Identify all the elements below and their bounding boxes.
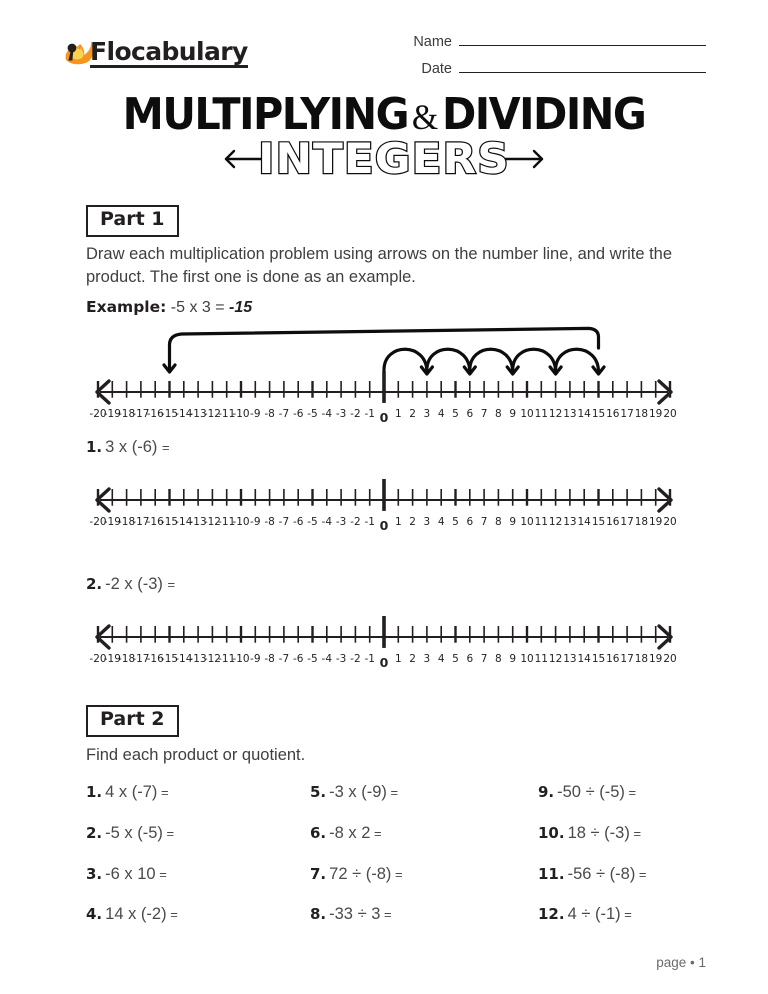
- tick-label: 3: [423, 653, 431, 665]
- tick-label: 4: [437, 653, 445, 665]
- tick-label: -16: [146, 408, 164, 420]
- problem-equals: =: [157, 785, 169, 800]
- part-1-instructions: Draw each multiplication problem using arrows on the number line, and write the product. The first one is done as an example.: [86, 245, 673, 287]
- tick-label: 15: [591, 408, 606, 420]
- tick-label: 2: [409, 516, 416, 528]
- tick-label: 18: [634, 653, 649, 665]
- tick-label: 7: [480, 653, 488, 665]
- tick-label: -17: [132, 408, 150, 420]
- tick-label: -18: [118, 653, 136, 665]
- right-arrow-icon: [505, 148, 547, 170]
- name-date-block: [406, 34, 706, 88]
- tick-label: -14: [175, 653, 193, 665]
- tick-label: 14: [577, 408, 591, 420]
- problem-equals: =: [386, 785, 399, 800]
- title-dividing: DIVIDING: [441, 89, 646, 140]
- problem-number: 4.: [86, 905, 103, 923]
- page-header: [0, 28, 768, 92]
- part-2-problem-7: [310, 865, 403, 884]
- problem-expression: -56 ÷ (-8): [567, 865, 636, 883]
- brand-name: Flocabulary: [90, 37, 248, 66]
- tick-label: -7: [278, 408, 290, 420]
- tick-label: -13: [189, 653, 207, 665]
- tick-label: 9: [509, 516, 517, 528]
- tick-label: -4: [321, 516, 333, 528]
- example-expression: -5 x 3 =: [170, 299, 225, 316]
- tick-label: 8: [495, 408, 502, 420]
- problem-1-number-line[interactable]: [84, 480, 684, 538]
- tick-label: -19: [103, 653, 121, 665]
- tick-label: 13: [563, 408, 577, 420]
- tick-label: -2: [350, 516, 361, 528]
- date-input-line[interactable]: [459, 71, 706, 73]
- tick-label: -20: [89, 408, 107, 420]
- tick-label: -13: [189, 408, 207, 420]
- problem-number: 12.: [538, 905, 565, 923]
- tick-label: 11: [534, 653, 548, 665]
- tick-label: -15: [160, 653, 179, 665]
- hop-arrow: [556, 349, 599, 372]
- tick-label: 14: [577, 653, 591, 665]
- title-multiplying: MULTIPLYING: [122, 89, 409, 140]
- worksheet-title-line1: [23, 89, 745, 140]
- tick-label: 19: [649, 516, 663, 528]
- tick-label: 1: [394, 516, 402, 528]
- problem-expression: 14 x (-2): [105, 905, 167, 923]
- part-2-problem-9: [538, 783, 636, 802]
- part-2-problem-6: [310, 824, 382, 843]
- tick-label: 0: [379, 518, 389, 533]
- tick-label: 4: [437, 516, 445, 528]
- tick-label: 20: [663, 408, 677, 420]
- part-2-problem-12: [538, 905, 632, 924]
- tick-label: 5: [452, 516, 459, 528]
- tick-label: -1: [364, 516, 375, 528]
- problem-expression: -33 ÷ 3: [329, 905, 381, 923]
- tick-label: -17: [132, 516, 150, 528]
- part-2-problem-11: [538, 865, 647, 884]
- tick-label: -10: [232, 653, 250, 665]
- tick-label: 2: [409, 653, 416, 665]
- tick-label: -19: [103, 408, 121, 420]
- page-footer: page • 1: [656, 955, 706, 970]
- tick-label: -5: [307, 408, 318, 420]
- part-2-problem-2: [86, 824, 174, 843]
- problem-number: 6.: [310, 824, 327, 842]
- tick-label: 8: [495, 653, 502, 665]
- tick-label: 20: [663, 516, 677, 528]
- tick-label: 16: [606, 653, 620, 665]
- tick-label: -11: [218, 408, 236, 420]
- problem-expression: -50 ÷ (-5): [557, 783, 625, 801]
- tick-label: -2: [350, 408, 361, 420]
- part-2-problem-3: [86, 865, 167, 884]
- tick-label: -12: [203, 653, 221, 665]
- problem-number: 7.: [310, 865, 327, 883]
- tick-label: 0: [379, 410, 389, 425]
- problem-equals: =: [167, 577, 176, 592]
- tick-label: -4: [321, 653, 333, 665]
- tick-label: -17: [132, 653, 150, 665]
- tick-label: 13: [563, 653, 577, 665]
- tick-label: 18: [634, 408, 649, 420]
- tick-label: 13: [563, 516, 577, 528]
- example-number-line: [84, 318, 684, 430]
- tick-label: 11: [534, 516, 548, 528]
- tick-label: -1: [364, 408, 375, 420]
- hop-arrow: [427, 349, 470, 372]
- problem-equals: =: [162, 826, 175, 841]
- tick-label: 6: [466, 653, 474, 665]
- tick-label: -18: [118, 516, 136, 528]
- problem-equals: =: [635, 867, 647, 882]
- tick-label: 16: [606, 516, 620, 528]
- problem-equals: =: [624, 785, 637, 800]
- tick-label: -8: [264, 408, 275, 420]
- problem-equals: =: [380, 907, 392, 922]
- tick-label: 0: [379, 655, 389, 670]
- problem-number: 2.: [86, 575, 103, 593]
- problem-expression: 72 ÷ (-8): [329, 865, 392, 883]
- tick-label: 7: [480, 516, 488, 528]
- tick-label: -3: [335, 653, 347, 665]
- tick-label: -11: [218, 516, 236, 528]
- tick-label: 5: [452, 408, 459, 420]
- tick-label: 19: [649, 408, 663, 420]
- problem-number: 11.: [538, 865, 565, 883]
- problem-expression: -6 x 10: [105, 865, 156, 883]
- tick-label: 19: [649, 653, 663, 665]
- hop-arrow: [470, 349, 513, 372]
- problem-2-number-line[interactable]: [84, 617, 684, 675]
- problem-number: 1.: [86, 783, 103, 801]
- tick-label: -9: [250, 653, 261, 665]
- problem-expression: -3 x (-9): [329, 783, 387, 801]
- problem-number: 1.: [86, 438, 103, 456]
- tick-label: 16: [606, 408, 620, 420]
- part-2-problem-8: [310, 905, 392, 924]
- tick-label: 12: [548, 653, 563, 665]
- tick-label: 9: [509, 653, 517, 665]
- tick-label: -12: [203, 516, 221, 528]
- tick-label: 8: [495, 516, 502, 528]
- tick-label: -6: [292, 408, 304, 420]
- problem-expression: -8 x 2: [329, 824, 371, 842]
- left-arrow-icon: [221, 148, 263, 170]
- tick-label: 6: [466, 516, 474, 528]
- flocabulary-logo: [62, 38, 248, 68]
- tick-label: -11: [218, 653, 236, 665]
- tick-label: -6: [292, 516, 304, 528]
- tick-label: -1: [364, 653, 375, 665]
- worksheet-title-line2: [0, 134, 768, 183]
- tick-label: 17: [620, 408, 634, 420]
- problem-expression: 18 ÷ (-3): [567, 824, 630, 842]
- problem-number: 9.: [538, 783, 555, 801]
- tick-label: 10: [520, 516, 534, 528]
- tick-label: 3: [423, 516, 431, 528]
- tick-label: 5: [452, 653, 459, 665]
- problem-number: 5.: [310, 783, 327, 801]
- date-row: [406, 61, 706, 77]
- hop-arrow: [384, 349, 427, 372]
- problem-equals: =: [166, 907, 178, 922]
- tick-label: 18: [634, 516, 649, 528]
- problem-expression: -2 x (-3): [105, 575, 163, 593]
- tick-label: 4: [437, 408, 445, 420]
- name-row: [406, 34, 706, 50]
- problem-expression: 4 ÷ (-1): [567, 905, 621, 923]
- tick-label: -4: [321, 408, 333, 420]
- part-2-badge: Part 2: [86, 705, 179, 737]
- part-2-problem-10: [538, 824, 641, 843]
- part-2-instructions: Find each product or quotient.: [86, 746, 306, 764]
- tick-label: 17: [620, 516, 634, 528]
- tick-label: -3: [335, 516, 347, 528]
- tick-label: -20: [89, 653, 107, 665]
- problem-equals: =: [629, 826, 642, 841]
- tick-label: -12: [203, 408, 221, 420]
- tick-label: 2: [409, 408, 416, 420]
- tick-label: -5: [307, 516, 318, 528]
- tick-label: -3: [335, 408, 347, 420]
- tick-label: -7: [278, 653, 290, 665]
- tick-label: -9: [250, 516, 261, 528]
- tick-label: -14: [175, 408, 193, 420]
- tick-label: -19: [103, 516, 121, 528]
- problem-number: 3.: [86, 865, 103, 883]
- tick-label: -10: [232, 408, 250, 420]
- tick-label: -5: [307, 653, 318, 665]
- tick-label: 15: [591, 653, 606, 665]
- tick-label: -13: [189, 516, 207, 528]
- example-label: Example:: [86, 298, 167, 316]
- title-integers: INTEGERS: [258, 134, 510, 183]
- tick-label: -8: [264, 516, 275, 528]
- tick-label: 14: [577, 516, 591, 528]
- name-label: Name: [413, 34, 452, 50]
- date-label: Date: [421, 61, 452, 77]
- tick-label: 1: [394, 408, 402, 420]
- hop-arrow: [513, 349, 556, 372]
- example-answer: -15: [229, 299, 253, 316]
- problem-equals: =: [391, 867, 403, 882]
- tick-label: -20: [89, 516, 107, 528]
- part-2-problem-5: [310, 783, 398, 802]
- name-input-line[interactable]: [459, 44, 706, 46]
- problem-equals: =: [162, 440, 170, 455]
- tick-label: -15: [160, 408, 179, 420]
- tick-label: 3: [423, 408, 431, 420]
- problem-equals: =: [370, 826, 382, 841]
- tick-label: -10: [232, 516, 250, 528]
- tick-label: -16: [146, 516, 164, 528]
- tick-label: -15: [160, 516, 179, 528]
- part-1-problem-2: [86, 575, 175, 594]
- problem-expression: 4 x (-7): [105, 783, 158, 801]
- problem-number: 2.: [86, 824, 103, 842]
- problem-number: 8.: [310, 905, 327, 923]
- tick-label: 9: [509, 408, 517, 420]
- problem-equals: =: [620, 907, 632, 922]
- tick-label: 12: [548, 408, 563, 420]
- tick-label: 1: [394, 653, 402, 665]
- problem-equals: =: [155, 867, 167, 882]
- tick-label: 11: [534, 408, 548, 420]
- tick-label: 20: [663, 653, 677, 665]
- part-2-problem-1: [86, 783, 169, 802]
- title-ampersand: &: [411, 97, 439, 137]
- tick-label: 7: [480, 408, 488, 420]
- tick-label: -8: [264, 653, 275, 665]
- part-1-badge: Part 1: [86, 205, 179, 237]
- part-2-problem-4: [86, 905, 178, 924]
- tick-label: -7: [278, 516, 290, 528]
- part-1-problem-1: [86, 438, 170, 457]
- problem-expression: -5 x (-5): [105, 824, 163, 842]
- tick-label: -2: [350, 653, 361, 665]
- tick-label: -9: [250, 408, 261, 420]
- tick-label: 17: [620, 653, 634, 665]
- example-row: [86, 298, 252, 317]
- tick-label: -18: [118, 408, 136, 420]
- tick-label: 12: [548, 516, 563, 528]
- tick-label: 6: [466, 408, 474, 420]
- problem-number: 10.: [538, 824, 565, 842]
- tick-label: -16: [146, 653, 164, 665]
- problem-expression: 3 x (-6): [105, 438, 158, 456]
- tick-label: -6: [292, 653, 304, 665]
- tick-label: 10: [520, 408, 534, 420]
- tick-label: 15: [591, 516, 606, 528]
- tick-label: 10: [520, 653, 534, 665]
- tick-label: -14: [175, 516, 193, 528]
